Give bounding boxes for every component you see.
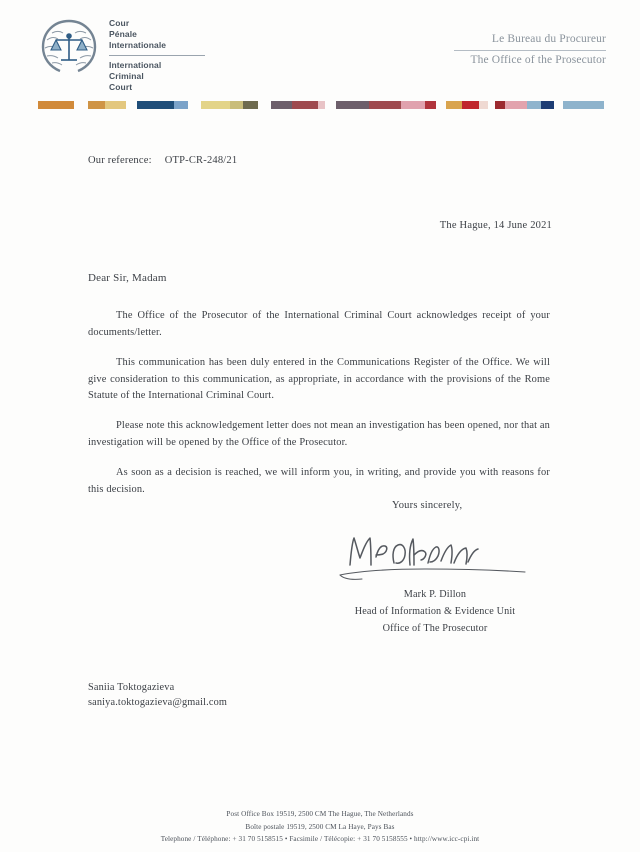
icc-scales-laurel-emblem (38, 16, 100, 78)
paragraph: The Office of the Prosecutor of the International Criminal Court acknowledges receipt of your documents/letter. (88, 310, 550, 338)
paragraph-list (88, 308, 550, 512)
color-bar-gap (74, 101, 88, 109)
signer-name: Mark P. Dillon (403, 589, 467, 600)
brand-en-line-3: Court (109, 82, 133, 93)
color-bar-segment (137, 101, 173, 109)
paragraph: Please note this acknowledgement letter does not mean an investigation has been opened, nor that an investigation will be opened by the Office of the Prosecutor. (88, 420, 550, 449)
color-bar-gap (188, 101, 201, 109)
paragraph: As soon as a decision is reached, we will inform you, in writing, and provide you with reasons for this decision. (88, 466, 550, 495)
color-bar-segment (541, 101, 554, 109)
brand-fr-line-3: Internationale (109, 40, 167, 51)
icc-branding (38, 14, 205, 93)
office-divider (454, 50, 606, 51)
color-bar-gap (126, 101, 137, 109)
color-bar-segment (446, 101, 463, 109)
salutation: Dear Sir, Madam (88, 272, 167, 284)
decorative-color-bar (38, 101, 604, 109)
color-bar-segment (505, 101, 527, 109)
color-bar-segment (105, 101, 126, 109)
footer-address-fr: Boîte postale 19519, 2500 CM La Haye, Pays Bas (245, 822, 395, 831)
color-bar-gap (325, 101, 336, 109)
office-title-fr: Le Bureau du Procureur (491, 33, 606, 45)
color-bar-segment (369, 101, 401, 109)
closing-phrase: Yours sincerely, (392, 500, 463, 511)
color-bar-segment (479, 101, 487, 109)
icc-name-block (109, 14, 205, 93)
handwritten-signature (310, 525, 560, 585)
recipient-name: Saniia Toktogazieva (88, 682, 175, 693)
color-bar-segment (38, 101, 74, 109)
color-bar-segment (495, 101, 505, 109)
brand-en-line-2: Criminal (109, 70, 144, 81)
color-bar-segment (527, 101, 541, 109)
brand-en-line-1: International (109, 59, 162, 70)
color-bar-gap (436, 101, 446, 109)
brand-divider (109, 55, 205, 56)
signer-title: Head of Information & Evidence Unit (354, 606, 516, 618)
brand-fr-line-1: Cour (109, 18, 130, 28)
footer-address-en: Post Office Box 19519, 2500 CM The Hague, The Netherlands (226, 810, 414, 819)
brand-fr-line-2: Pénale (109, 29, 138, 40)
color-bar-segment (174, 101, 188, 109)
page-footer (0, 808, 640, 846)
signature-block (310, 500, 560, 636)
color-bar-segment (425, 101, 436, 109)
color-bar-segment (292, 101, 319, 109)
color-bar-segment (318, 101, 325, 109)
signer-office: Office of The Prosecutor (382, 623, 488, 635)
color-bar-segment (401, 101, 425, 109)
color-bar-segment (243, 101, 258, 109)
reference-value: OTP-CR-248/21 (164, 155, 238, 166)
paragraph: This communication has been duly entered in the Communications Register of the Office. We will give consideration to this communication, as appropriate, in accordance with the provisions of the Rome Statute of the International Criminal Court. (88, 356, 550, 402)
recipient-email: saniya.toktogazieva@gmail.com (88, 697, 228, 709)
office-block (454, 14, 612, 68)
color-bar-segment (88, 101, 105, 109)
footer-contact: Telephone / Téléphone: + 31 70 5158515 • Facsimile / Télécopie: + 31 70 5158555 • http://www.icc-cpi.int (160, 835, 480, 844)
color-bar-segment (462, 101, 479, 109)
color-bar-segment (271, 101, 292, 109)
color-bar-segment (230, 101, 243, 109)
reference-line (88, 155, 237, 166)
date-line: The Hague, 14 June 2021 (439, 220, 552, 231)
color-bar-segment (563, 101, 604, 109)
office-title-en: The Office of the Prosecutor (470, 53, 606, 66)
letterhead (0, 0, 640, 92)
reference-label: Our reference: (88, 155, 152, 166)
color-bar-gap (258, 101, 271, 109)
color-bar-gap (488, 101, 495, 109)
recipient-block (88, 680, 227, 711)
color-bar-segment (336, 101, 368, 109)
color-bar-gap (554, 101, 564, 109)
color-bar-segment (201, 101, 230, 109)
